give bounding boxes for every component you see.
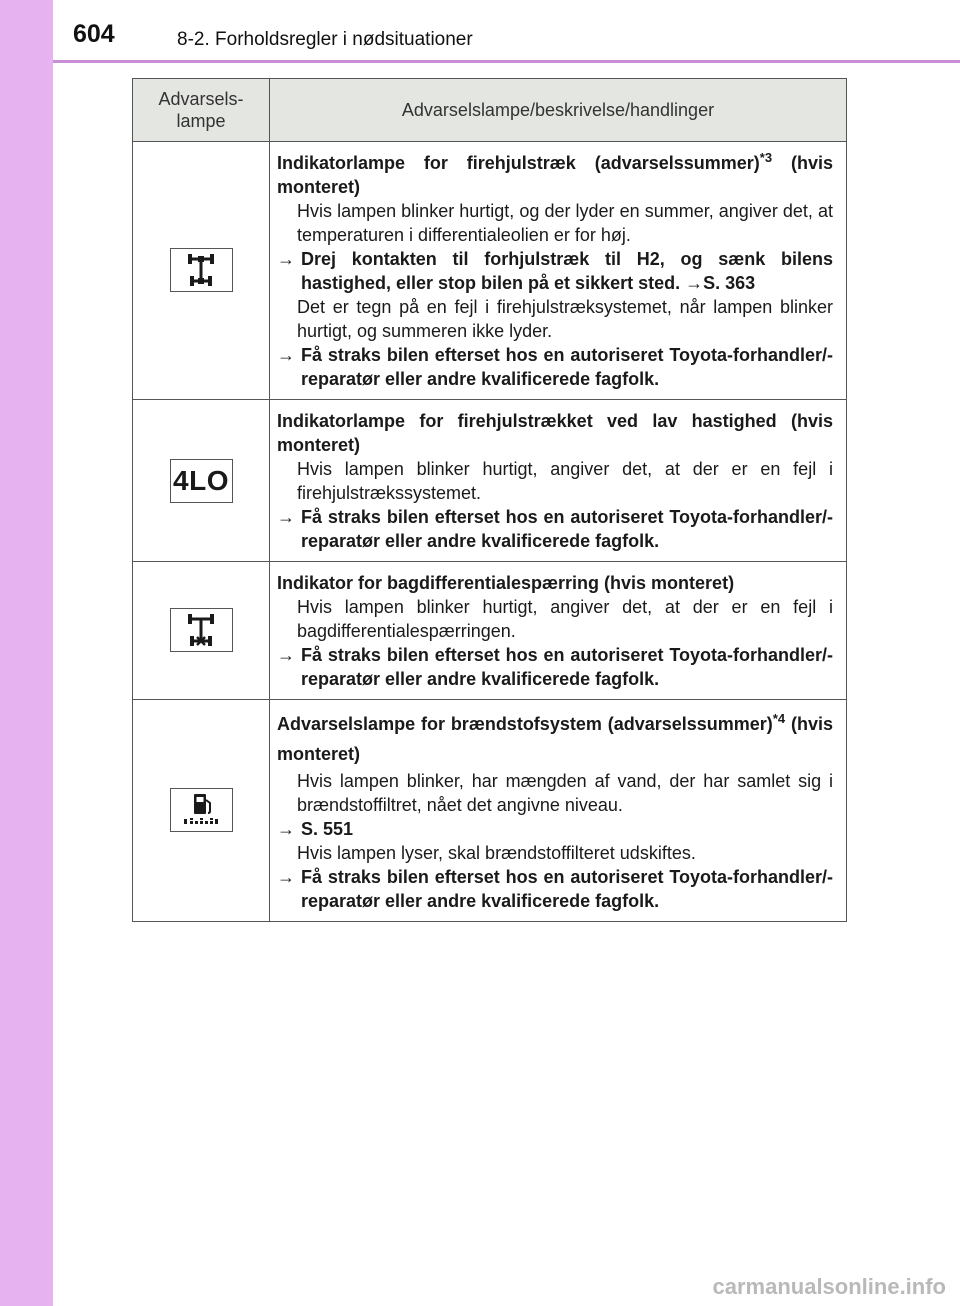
lamp-title: Indikatorlampe for firehjulstræk (advarselssummer)$^{*3}$ (hvis monteret) <box>277 150 833 197</box>
lamp-cell <box>133 562 270 700</box>
lamp-action <box>277 817 833 841</box>
table-row <box>133 400 847 562</box>
description-cell <box>270 562 847 700</box>
lamp-title: Indikatorlampe for firehjulstrækket ved lav hastighed (hvis monteret) <box>277 411 833 455</box>
4lo-indicator-icon: 4LO <box>170 459 233 503</box>
lamp-cell <box>133 700 270 922</box>
lamp-description: Hvis lampen blinker, har mængden af vand, der har samlet sig i brændstoffiltret, nået det angivne niveau. <box>297 771 833 815</box>
chapter-sidebar <box>0 0 53 1306</box>
rear-differential-lock-icon <box>170 608 233 652</box>
lamp-description: Hvis lampen lyser, skal brændstoffilteret udskiftes. <box>297 843 696 863</box>
arrow-icon: → <box>685 273 704 293</box>
lamp-description: Hvis lampen blinker hurtigt, og der lyder en summer, angiver det, at temperaturen i differentialeolien er for høj. <box>297 201 833 245</box>
lamp-cell <box>133 142 270 400</box>
lamp-description: Det er tegn på en fejl i firehjulstræksystemet, når lampen blinker hurtigt, og summeren ikke lyder. <box>297 297 833 341</box>
arrow-icon: → <box>277 507 295 527</box>
description-cell <box>270 142 847 400</box>
section-title: 8-2. Forholdsregler i nødsituationer <box>177 29 473 50</box>
arrow-icon: → <box>277 345 295 365</box>
lamp-title: Advarselslampe for brændstofsystem (advarselssummer)$^{*4}$ (hvis monteret) <box>277 711 833 764</box>
lamp-action: → Få straks bilen efterset hos en autoriseret Toyota-forhandler/-reparatør eller andre kvalificerede fagfolk. <box>277 867 833 911</box>
lamp-action: → Få straks bilen efterset hos en autoriseret Toyota-forhandler/-reparatør eller andre kvalificerede fagfolk. <box>277 345 833 389</box>
lamp-description: Hvis lampen blinker hurtigt, angiver det, at der er en fejl i firehjulstrækssystemet. <box>297 459 833 503</box>
table-row <box>133 142 847 400</box>
arrow-icon: → <box>277 867 295 887</box>
lamp-action: → Drej kontakten til forhjulstræk til H2, og sænk bilens hastighed, eller stop bilen på et sikkert sted. →S. 363 <box>277 249 833 293</box>
lamp-action: → Få straks bilen efterset hos en autoriseret Toyota-forhandler/-reparatør eller andre kvalificerede fagfolk. <box>277 507 833 551</box>
page-reference-link[interactable]: S. 551 <box>301 819 354 839</box>
page-reference-link[interactable]: S. 363 <box>703 273 756 293</box>
warning-lamp-table <box>132 78 847 922</box>
arrow-icon: → <box>277 645 295 665</box>
header-lamp-column: Advarsels- lampe <box>133 79 270 142</box>
arrow-icon: → <box>277 249 295 269</box>
table-row <box>133 562 847 700</box>
header-description-column: Advarselslampe/beskrivelse/handlinger <box>270 79 847 142</box>
page-number: 604 <box>73 20 115 48</box>
watermark: carmanualsonline.info <box>712 1274 946 1299</box>
table-header-row <box>133 79 847 142</box>
lamp-title: Indikator for bagdifferentialespærring (hvis monteret) <box>277 573 735 593</box>
fuel-system-warning-icon <box>170 788 233 832</box>
table-row <box>133 700 847 922</box>
description-cell <box>270 400 847 562</box>
lamp-cell <box>133 400 270 562</box>
description-cell <box>270 700 847 922</box>
lamp-action: → Få straks bilen efterset hos en autoriseret Toyota-forhandler/-reparatør eller andre kvalificerede fagfolk. <box>277 645 833 689</box>
arrow-icon: → <box>277 819 295 839</box>
4wd-indicator-icon <box>170 248 233 292</box>
lamp-description: Hvis lampen blinker hurtigt, angiver det, at der er en fejl i bagdifferentialespærringen. <box>297 597 833 641</box>
header-divider <box>53 60 960 63</box>
